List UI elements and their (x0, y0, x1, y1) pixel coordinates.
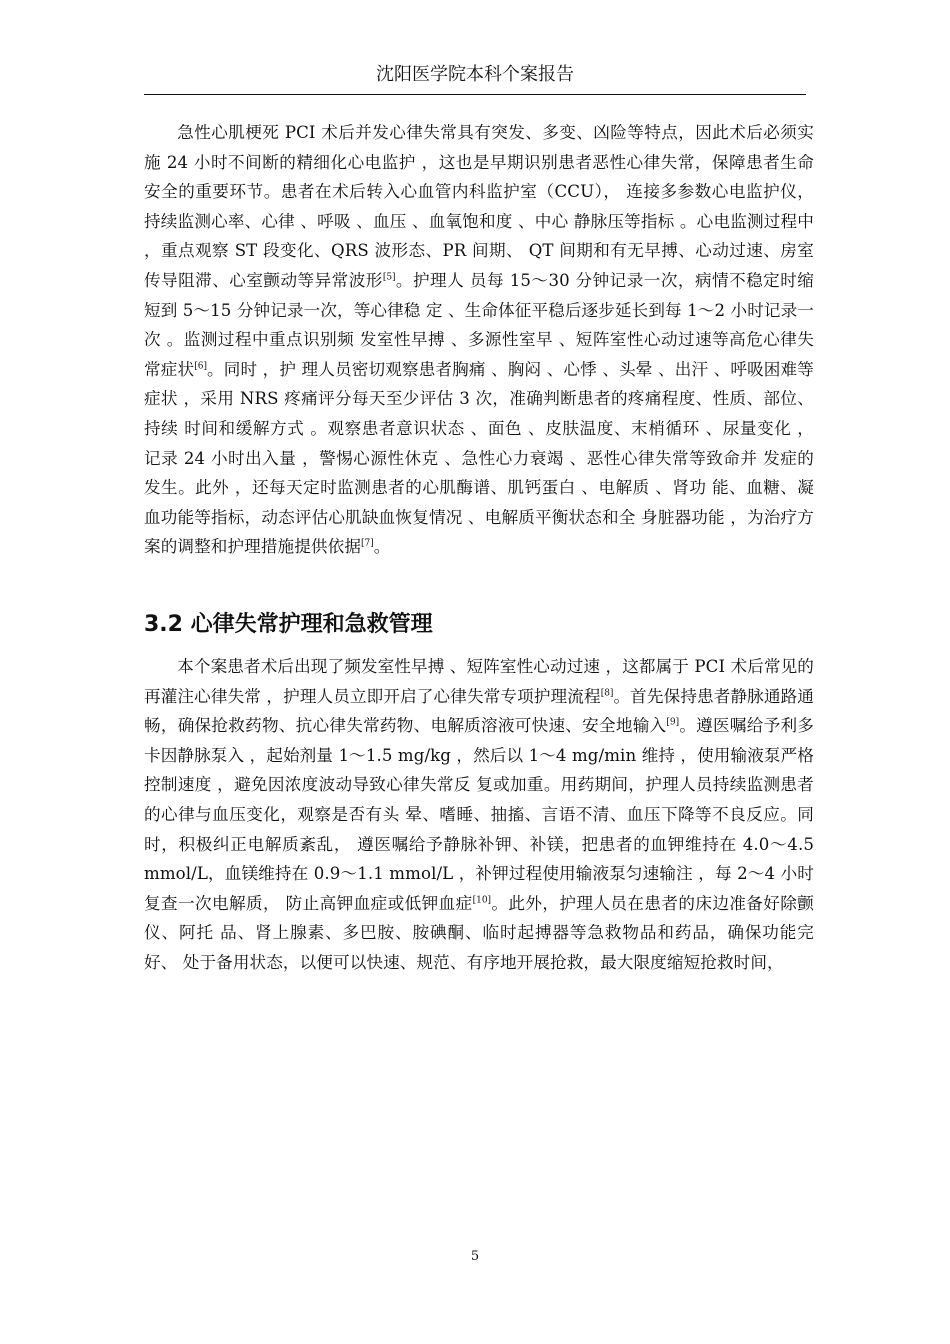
paragraph-text: 。遵医嘱给予利多卡因静脉泵入 ，起始剂量 1～1.5 mg/kg ，然后以 1～4 mg/min 维持 ，使用输液泵严格控制速度 ，避免因浓度波动导致心律失常反 复或加重。用药期间，护理人员持续监测患者的心律与血压变化，观察是否有头 晕、嗜睡、抽搐、言语不清、血压下降等不良反应。同时，积极纠正电解质紊乱， 遵医嘱给予静脉补钾、补镁，把患者的血钾维持在 4.0～4.5 mmol/L，血镁维持在 0.9～1.1 mmol/L ，补钾过程使用输液泵匀速输注 ，每 2～4 小时复查一次电解质， 防止高钾血症或低钾血症 (144, 716, 814, 913)
citation-ref: [9] (666, 717, 680, 728)
paragraph-text: 。护理人 员每 15～30 分钟记录一次，病情不稳定时缩短到 5～15 分钟记录一次，等心律稳 定 、生命体征平稳后逐步延长到每 1～2 小时记录一次 。监测过程中重点识别频 发室性早搏 、多源性室早 、短阵室性心动过速等高危心律失常症状 (144, 270, 814, 379)
header-rule (144, 94, 806, 95)
citation-ref: [7] (361, 538, 374, 549)
paragraph-text: 。 (373, 537, 391, 557)
citation-ref: [5] (382, 272, 396, 283)
paragraph-text: 本个案患者术后出现了频发室性早搏 、短阵室性心动过速 ，这都属于 PCI 术后常见的再灌注心律失常 ，护理人员立即开启了心律失常专项护理流程 (144, 657, 814, 706)
paragraph-text: 。同时 ，护 理人员密切观察患者胸痛 、胸闷 、心悸 、头晕 、出汗 、呼吸困难等症状 ，采用 NRS 疼痛评分每天至少评估 3 次，准确判断患者的疼痛程度、性质、部位、持续 时间和缓解方式 。观察患者意识状态 、面色 、皮肤温度、末梢循环 、尿量变化 ， 记录 24 小时出入量 ，警惕心源性休克 、急性心力衰竭 、恶性心律失常等致命并 发症的发生。此外 ，还每天定时监测患者的心肌酶谱、肌钙蛋白 、电解质 、肾功 能、血糖、凝血功能等指标，动态评估心肌缺血恢复情况 、电解质平衡状态和全 身脏器功能 ，为治疗方案的调整和护理措施提供依据 (144, 359, 814, 557)
paragraph-text: 。首先保持患者静脉通路通畅，确保抢救药物、抗心律失常药物、电解质溶液可快速、安全地输入 (144, 686, 815, 736)
paragraph-text: 急性心肌梗死 PCI 术后并发心律失常具有突发、多变、凶险等特点，因此术后必须实施 24 小时不间断的精细化心电监护 ，这也是早期识别患者恶性心律失常，保障患者生命安全的重要环节。患者在术后转入心血管内科监护室（CCU）， 连接多参数心电监护仪，持续监测心率、心律 、呼吸 、血压 、血氧饱和度 、中心 静脉压等指标 。心电监测过程中 ，重点观察 ST 段变化、QRS 波形态、PR 间期、 QT 间期和有无早搏、心动过速、房室传导阻滞、心室颤动等异常波形 (144, 123, 814, 290)
paragraph (144, 652, 814, 978)
citation-ref: [6] (194, 361, 207, 372)
paragraph (144, 118, 814, 562)
body-paragraph-arrhythmia (144, 652, 814, 978)
section-heading: 3.2 心律失常护理和急救管理 (144, 612, 433, 637)
page-number: 5 (470, 1249, 480, 1264)
body-paragraph-monitoring (144, 118, 814, 562)
paragraph-text: 。此外，护理人员在患者的床边准备好除颤仪、阿托 品、肾上腺素、多巴胺、胺碘酮、临时起搏器等急救物品和药品，确保功能完好、 处于备用状态，以便可以快速、规范、有序地开展抢救，最大限度缩短抢救时间， (144, 893, 814, 972)
running-header: 沈阳医学院本科个案报告 (376, 64, 574, 85)
citation-ref: [10] (472, 895, 492, 906)
citation-ref: [8] (600, 688, 614, 699)
